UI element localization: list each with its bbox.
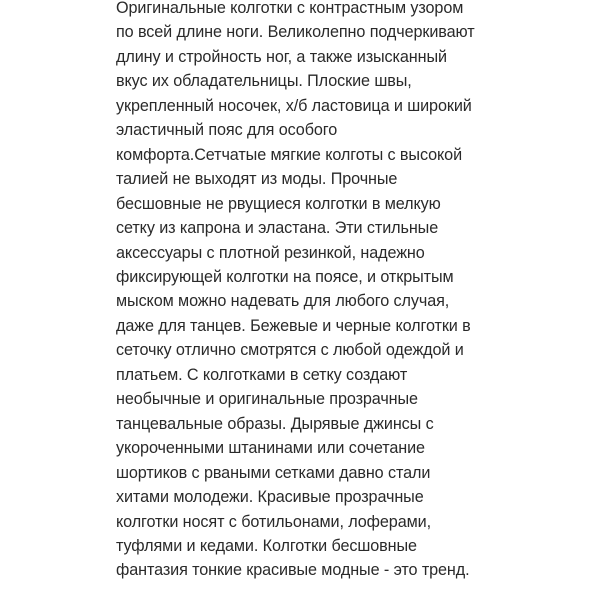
- text-line: колготки носят с ботильонами, лоферами,: [116, 512, 431, 531]
- text-line: аксессуары с плотной резинкой, надежно: [116, 243, 425, 262]
- text-line: мыском можно надевать для любого случая,: [116, 292, 450, 311]
- text-line: Оригинальные колготки с контрастным узором: [116, 0, 464, 17]
- text-line: талией не выходят из моды. Прочные: [116, 170, 398, 189]
- text-line: необычные и оригинальные прозрачные: [116, 390, 418, 409]
- text-line: даже для танцев. Бежевые и черные колготки в: [116, 316, 471, 335]
- text-line: сеточку отлично смотрятся с любой одеждой и: [116, 341, 464, 360]
- text-line: сетку из капрона и эластана. Эти стильные: [116, 219, 439, 238]
- text-line: укороченными штанинами или сочетание: [116, 439, 425, 458]
- text-line: вкус их обладательницы. Плоские швы,: [116, 72, 412, 91]
- product-description: [116, 0, 506, 583]
- text-line: хитами молодежи. Красивые прозрачные: [116, 488, 424, 507]
- text-line: фиксирующей колготки на поясе, и открытым: [116, 267, 454, 286]
- text-line: по всей длине ноги. Великолепно подчеркивают: [116, 23, 475, 42]
- text-line: укрепленный носочек, х/б ластовица и широкий: [116, 96, 472, 115]
- text-line: шортиков с рваными сетками давно стали: [116, 463, 431, 482]
- text-line: платьем. С колготками в сетку создают: [116, 365, 408, 384]
- text-line: фантазия тонкие красивые модные - это тренд.: [116, 561, 470, 580]
- text-line: танцевальные образы. Дырявые джинсы с: [116, 414, 434, 433]
- text-line: длину и стройность ног, а также изысканный: [116, 47, 447, 66]
- text-line: эластичный пояс для особого: [116, 121, 338, 140]
- text-line: туфлями и кедами. Колготки бесшовные: [116, 536, 417, 555]
- text-line: комфорта.Сетчатые мягкие колготы с высокой: [116, 145, 463, 164]
- text-line: бесшовные не рвущиеся колготки в мелкую: [116, 194, 441, 213]
